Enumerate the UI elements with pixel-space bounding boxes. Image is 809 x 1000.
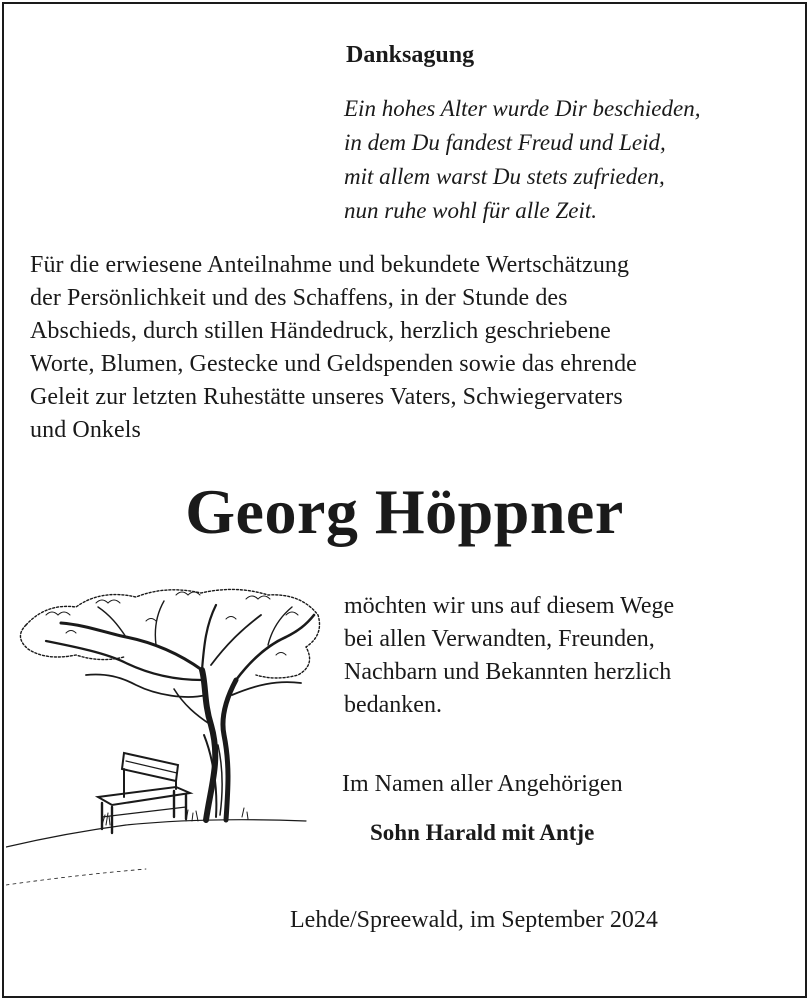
gratitude-paragraph [30, 249, 637, 447]
thanks-line: möchten wir uns auf diesem Wege [344, 593, 675, 619]
family-label: Im Namen aller Angehörigen [342, 771, 623, 797]
paragraph-line: Geleit zur letzten Ruhestätte unseres Vaters, Schwiegervaters [30, 384, 623, 410]
notice-heading: Danksagung [346, 42, 475, 68]
paragraph-line: Abschieds, durch stillen Händedruck, herzlich geschriebene [30, 318, 611, 344]
paragraph-line: und Onkels [30, 417, 141, 443]
thanks-line: bei allen Verwandten, Freunden, [344, 626, 655, 652]
place-date: Lehde/Spreewald, im September 2024 [290, 907, 658, 933]
poem-line: Ein hohes Alter wurde Dir beschieden, [344, 96, 701, 121]
thanks-line: bedanken. [344, 692, 442, 718]
thanks-line: Nachbarn und Bekannten herzlich [344, 659, 672, 685]
poem-line: nun ruhe wohl für alle Zeit. [344, 198, 597, 223]
paragraph-line: der Persönlichkeit und des Schaffens, in der Stunde des [30, 285, 568, 311]
thanks-paragraph [344, 590, 674, 722]
paragraph-line: Für die erwiesene Anteilnahme und bekundete Wertschätzung [30, 252, 630, 278]
tree-with-bench-icon [6, 585, 326, 930]
signature: Sohn Harald mit Antje [370, 820, 595, 845]
deceased-name: Georg Höppner [185, 476, 624, 547]
paragraph-line: Worte, Blumen, Gestecke und Geldspenden sowie das ehrende [30, 351, 637, 377]
poem-line: mit allem warst Du stets zufrieden, [344, 164, 665, 189]
poem [344, 92, 700, 228]
poem-line: in dem Du fandest Freud und Leid, [344, 130, 666, 155]
